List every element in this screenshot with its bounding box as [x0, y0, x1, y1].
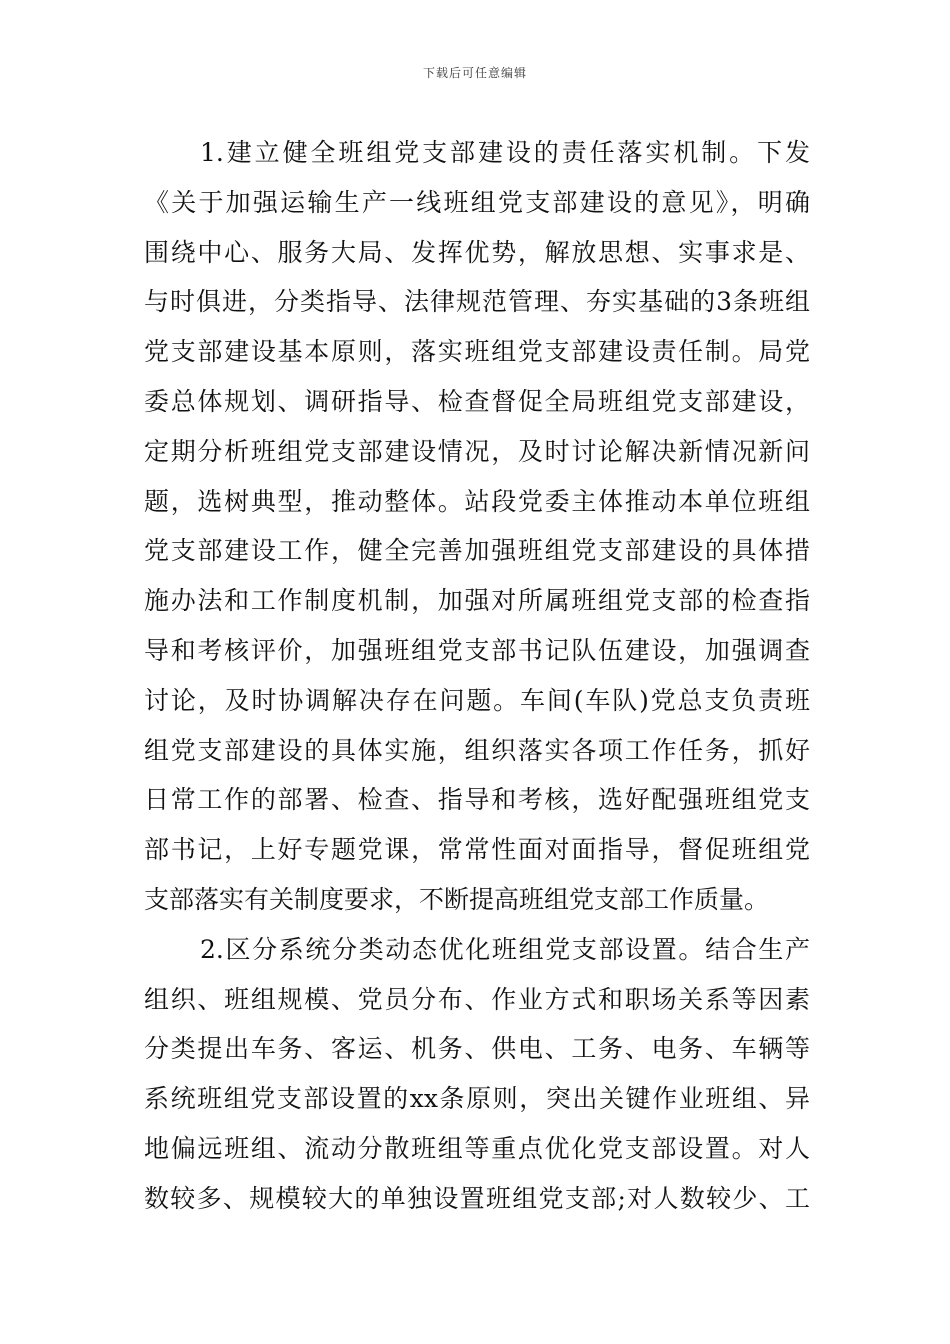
paragraph-1 — [144, 128, 810, 925]
paragraph-line: 党支部建设工作，健全完善加强班组党支部建设的具体措 — [144, 536, 810, 566]
paragraph-line: 定期分析班组党支部建设情况，及时讨论解决新情况新问 — [144, 436, 810, 466]
paragraph-line: 讨论，及时协调解决存在问题。车间(车队)党总支负责班 — [144, 685, 810, 715]
paragraph-line: 导和考核评价，加强班组党支部书记队伍建设，加强调查 — [144, 635, 810, 665]
paragraph-line: 题，选树典型，推动整体。站段党委主体推动本单位班组 — [144, 486, 810, 516]
paragraph-line: 部书记，上好专题党课，常常性面对面指导，督促班组党 — [144, 835, 810, 865]
paragraph-line: 支部落实有关制度要求，不断提高班组党支部工作质量。 — [144, 884, 770, 914]
paragraph-line: 数较多、规模较大的单独设置班组党支部;对人数较少、工 — [144, 1183, 810, 1213]
paragraph-line: 委总体规划、调研指导、检查督促全局班组党支部建设， — [144, 386, 810, 416]
paragraph-line: 施办法和工作制度机制，加强对所属班组党支部的检查指 — [144, 586, 810, 616]
paragraph-line: 日常工作的部署、检查、指导和考核，选好配强班组党支 — [144, 785, 810, 815]
paragraph-line: 系统班组党支部设置的xx条原则，突出关键作业班组、异 — [144, 1084, 810, 1114]
document-body — [144, 128, 810, 1224]
page-header: 下载后可任意编辑 — [422, 66, 527, 80]
paragraph-line: 组织、班组规模、党员分布、作业方式和职场关系等因素 — [144, 984, 810, 1014]
paragraph-line: 1.建立健全班组党支部建设的责任落实机制。下发 — [200, 138, 810, 167]
paragraph-line: 党支部建设基本原则，落实班组党支部建设责任制。局党 — [144, 337, 810, 367]
paragraph-line: 分类提出车务、客运、机务、供电、工务、电务、车辆等 — [144, 1034, 810, 1064]
paragraph-line: 地偏远班组、流动分散班组等重点优化党支部设置。对人 — [144, 1133, 810, 1163]
paragraph-line: 《关于加强运输生产一线班组党支部建设的意见》，明确 — [144, 187, 810, 217]
paragraph-2 — [144, 925, 810, 1224]
paragraph-line: 组党支部建设的具体实施，组织落实各项工作任务，抓好 — [144, 735, 810, 765]
paragraph-line: 2.区分系统分类动态优化班组党支部设置。结合生产 — [200, 934, 810, 964]
paragraph-line: 围绕中心、服务大局、发挥优势，解放思想、实事求是、 — [144, 237, 810, 267]
paragraph-line: 与时俱进，分类指导、法律规范管理、夯实基础的3条班组 — [144, 287, 810, 317]
